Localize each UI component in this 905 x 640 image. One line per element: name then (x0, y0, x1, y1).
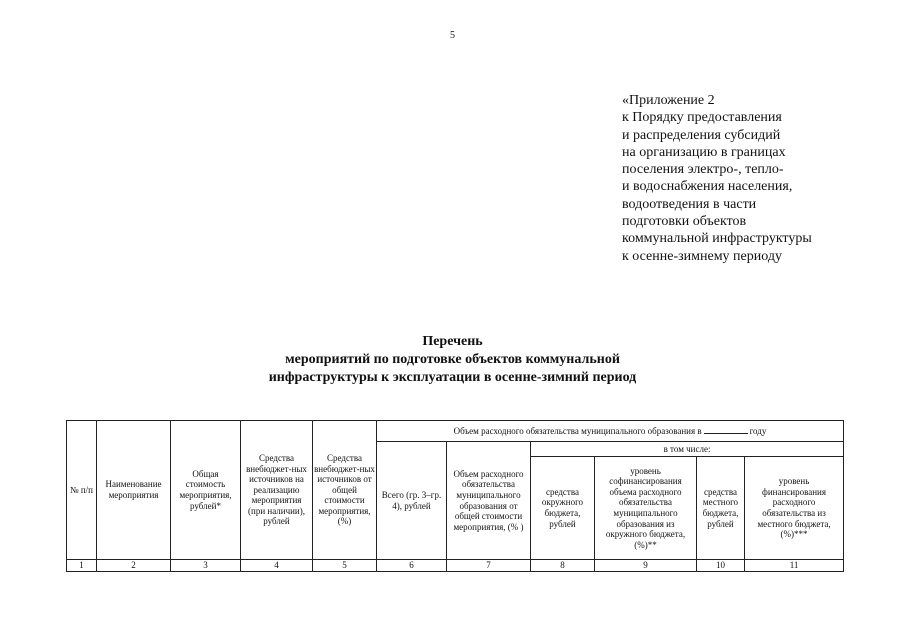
column-number-cell: 8 (531, 560, 595, 572)
appendix-line: на организацию в границах (622, 144, 786, 160)
title-line: мероприятий по подготовке объектов коммунальной (285, 352, 620, 367)
header-cell-local-funds: средства местного бюджета, рублей (697, 457, 745, 560)
span-header-suffix: году (749, 426, 767, 437)
column-number-cell: 5 (313, 560, 377, 572)
header-cell-including: в том числе: (531, 442, 844, 457)
column-number-cell: 10 (697, 560, 745, 572)
header-cell-district-funds: средства окружного бюджета, рублей (531, 457, 595, 560)
column-number-cell: 3 (171, 560, 241, 572)
column-number-cell: 2 (97, 560, 171, 572)
column-number-cell: 6 (377, 560, 447, 572)
column-number-cell: 4 (241, 560, 313, 572)
appendix-line: коммунальной инфраструктуры (622, 231, 812, 247)
header-cell-total-cost: Общая стоимость мероприятия, рублей* (171, 421, 241, 560)
appendix-line: «Приложение 2 (622, 93, 715, 108)
span-header-prefix: Объем расходного обязательства муниципального образования в (453, 426, 702, 437)
header-cell-local-financing-level: уровень финансирования расходного обязательства из местного бюджета, (%)*** (745, 457, 844, 560)
appendix-line: к осенне-зимнему периоду (622, 248, 782, 264)
header-cell-name: Наименование мероприятия (97, 421, 171, 560)
appendix-line: водоотведения в части (622, 196, 757, 212)
column-number-cell: 1 (67, 560, 97, 572)
header-cell-obligation-pct: Объем расходного обязательства муниципального образования от общей стоимости мероприятия, (% ) (447, 442, 531, 560)
header-cell-cofinancing-level: уровень софинансирования объема расходного обязательства муниципального образования из окружного бюджета, (%)** (595, 457, 697, 560)
page-number: 5 (450, 30, 455, 41)
title-line: Перечень (422, 334, 483, 349)
appendix-block (622, 92, 882, 265)
appendix-line: к Порядку предоставления (622, 110, 782, 126)
measures-table (66, 420, 844, 572)
appendix-line: и распределения субсидий (622, 127, 781, 143)
appendix-line: поселения электро-, тепло- (622, 162, 784, 178)
column-number-cell: 7 (447, 560, 531, 572)
year-blank (704, 425, 748, 434)
title-line: инфраструктуры к эксплуатации в осенне-зимний период (268, 370, 637, 385)
header-cell-extrabudget-pct: Средства внебюджет-ных источников от общей стоимости мероприятия, (%) (313, 421, 377, 560)
header-cell-total: Всего (гр. 3–гр. 4), рублей (377, 442, 447, 560)
document-title (0, 333, 905, 387)
column-number-cell: 9 (595, 560, 697, 572)
appendix-line: и водоснабжения населения, (622, 179, 793, 195)
header-cell-extrabudget-rub: Средства внебюджет-ных источников на реализацию мероприятия (при наличии), рублей (241, 421, 313, 560)
header-cell-obligation-span (377, 421, 844, 442)
appendix-line: подготовки объектов (622, 214, 747, 230)
column-number-cell: 11 (745, 560, 844, 572)
header-cell-number: № п/п (67, 421, 97, 560)
